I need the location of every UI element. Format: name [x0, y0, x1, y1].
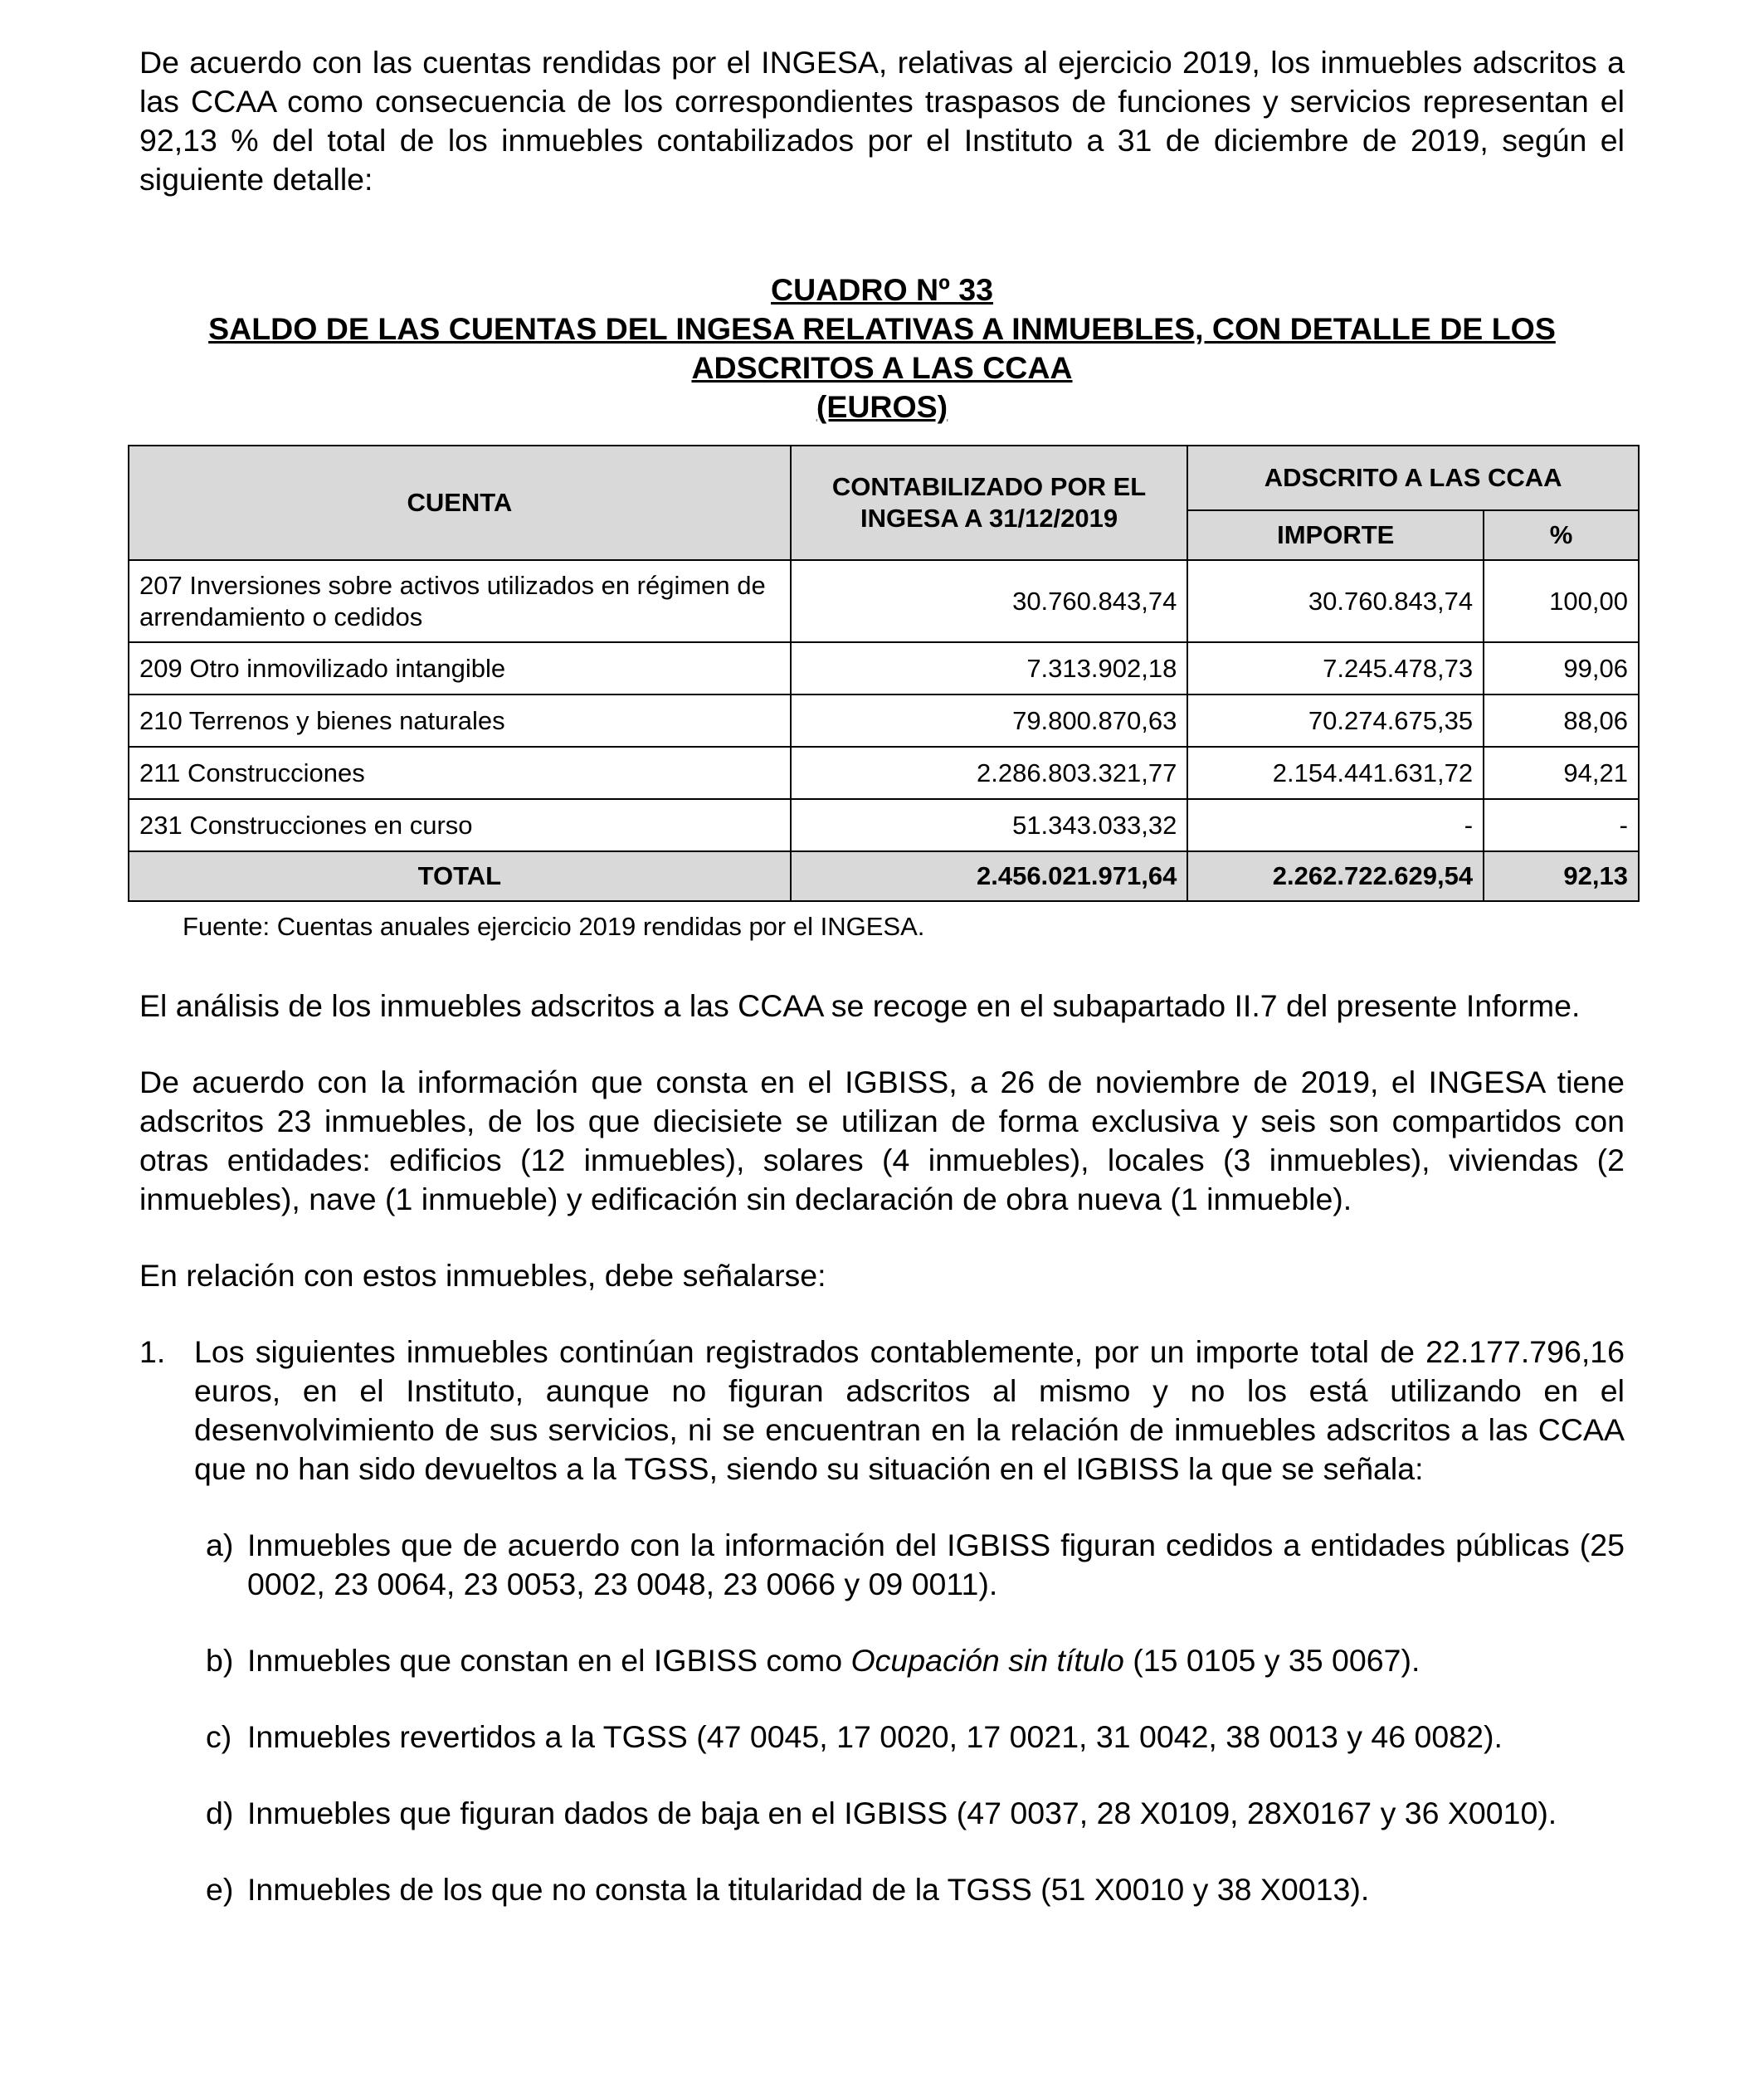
header-adscrito: ADSCRITO A LAS CCAA [1187, 446, 1639, 510]
row-cuenta: 207 Inversiones sobre activos utilizados en régimen de arrendamiento o cedidos [129, 560, 791, 642]
total-row [129, 851, 1639, 901]
row-pct: 88,06 [1484, 694, 1639, 747]
row-contabilizado: 7.313.902,18 [791, 642, 1188, 694]
table-row [129, 560, 1639, 642]
row-contabilizado: 30.760.843,74 [791, 560, 1188, 642]
sub-item-text: Inmuebles revertidos a la TGSS (47 0045, 17 0020, 17 0021, 31 0042, 38 0013 y 46 0082). [247, 1719, 1503, 1754]
sub-item-marker: d) [206, 1796, 234, 1830]
row-importe: 30.760.843,74 [1187, 560, 1484, 642]
paragraph-analysis: El análisis de los inmuebles adscritos a las CCAA se recoge en el subapartado II.7 del presente Informe. [139, 988, 1581, 1023]
row-importe: 70.274.675,35 [1187, 694, 1484, 747]
total-contabilizado: 2.456.021.971,64 [791, 851, 1188, 901]
sub-item-c [139, 1718, 1625, 1757]
sub-item-text [247, 1643, 1420, 1678]
sub-item-text-end: (15 0105 y 35 0067). [1123, 1643, 1420, 1678]
table-row [129, 747, 1639, 799]
paragraph-igbiss: De acuerdo con la información que consta en el IGBISS, a 26 de noviembre de 2019, el INGESA tiene adscritos 23 inmuebles, de los que diecisiete se utilizan de forma exclusiva y seis son compartidos con otras entidades: edificios (12 inmuebles), solares (4 inmuebles), locales (3 inmuebles), viviendas (2 inmuebles), nave (1 inmueble) y edificación sin declaración de obra nueva (1 inmueble). [139, 1065, 1625, 1216]
table-number: CUADRO Nº 33 [771, 272, 993, 307]
sub-item-b [139, 1641, 1625, 1680]
row-cuenta: 210 Terrenos y bienes naturales [129, 694, 791, 747]
total-label: TOTAL [129, 851, 791, 901]
row-cuenta: 209 Otro inmovilizado intangible [129, 642, 791, 694]
sub-item-marker: b) [206, 1643, 234, 1678]
total-importe: 2.262.722.629,54 [1187, 851, 1484, 901]
numbered-item-1 [139, 1333, 1625, 1489]
row-importe: 7.245.478,73 [1187, 642, 1484, 694]
table-row [129, 642, 1639, 694]
table-row [129, 799, 1639, 851]
sub-item-a [139, 1526, 1625, 1604]
row-contabilizado: 51.343.033,32 [791, 799, 1188, 851]
row-cuenta: 211 Construcciones [129, 747, 791, 799]
row-pct: 94,21 [1484, 747, 1639, 799]
row-contabilizado: 2.286.803.321,77 [791, 747, 1188, 799]
table-unit: (EUROS) [816, 389, 948, 424]
sub-item-marker: a) [206, 1528, 234, 1562]
sub-item-text: Inmuebles que de acuerdo con la información del IGBISS figuran cedidos a entidades públicas (25 0002, 23 0064, 23 0053, 23 0048, 23 0066 y 09 0011). [247, 1528, 1625, 1601]
table-heading: SALDO DE LAS CUENTAS DEL INGESA RELATIVAS A INMUEBLES, CON DETALLE DE LOS ADSCRITOS A LAS CCAA [208, 311, 1556, 385]
row-contabilizado: 79.800.870,63 [791, 694, 1188, 747]
row-pct: 99,06 [1484, 642, 1639, 694]
sub-item-text: Inmuebles de los que no consta la titularidad de la TGSS (51 X0010 y 38 X0013). [247, 1872, 1370, 1907]
paragraph-relation: En relación con estos inmuebles, debe señalarse: [139, 1258, 826, 1293]
total-pct: 92,13 [1484, 851, 1639, 901]
table-source: Fuente: Cuentas anuales ejercicio 2019 rendidas por el INGESA. [183, 912, 925, 941]
table-title [139, 270, 1625, 426]
sub-item-d [139, 1794, 1625, 1833]
accounts-table [128, 445, 1640, 902]
sub-item-italic-term: Ocupación sin título [850, 1643, 1124, 1678]
sub-item-marker: c) [206, 1719, 232, 1754]
row-importe: 2.154.441.631,72 [1187, 747, 1484, 799]
sub-item-e [139, 1870, 1625, 1909]
row-cuenta: 231 Construcciones en curso [129, 799, 791, 851]
item-text: Los siguientes inmuebles continúan registrados contablemente, por un importe total de 22.177.796,16 euros, en el Instituto, aunque no figuran adscritos al mismo y no los está utilizando en el desenvolvimiento de sus servicios, ni se encuentran en la relación de inmuebles adscritos a las CCAA que no han sido devueltos a la TGSS, siendo su situación en el IGBISS la que se señala: [194, 1334, 1625, 1486]
header-cuenta: CUENTA [129, 446, 791, 560]
header-importe: IMPORTE [1187, 510, 1484, 560]
row-importe: - [1187, 799, 1484, 851]
header-pct: % [1484, 510, 1639, 560]
row-pct: 100,00 [1484, 560, 1639, 642]
intro-paragraph: De acuerdo con las cuentas rendidas por el INGESA, relativas al ejercicio 2019, los inmuebles adscritos a las CCAA como consecuencia de los correspondientes traspasos de funciones y servicios representan el 92,13 % del total de los inmuebles contabilizados por el Instituto a 31 de diciembre de 2019, según el siguiente detalle: [139, 45, 1625, 197]
item-marker: 1. [139, 1334, 166, 1369]
sub-item-text: Inmuebles que figuran dados de baja en el IGBISS (47 0037, 28 X0109, 28X0167 y 36 X0010). [247, 1796, 1557, 1830]
sub-item-text-start: Inmuebles que constan en el IGBISS como [247, 1643, 851, 1678]
table-row [129, 694, 1639, 747]
header-contabilizado: CONTABILIZADO POR EL INGESA A 31/12/2019 [791, 446, 1188, 560]
row-pct: - [1484, 799, 1639, 851]
document-page [139, 43, 1628, 1909]
sub-item-marker: e) [206, 1872, 234, 1907]
